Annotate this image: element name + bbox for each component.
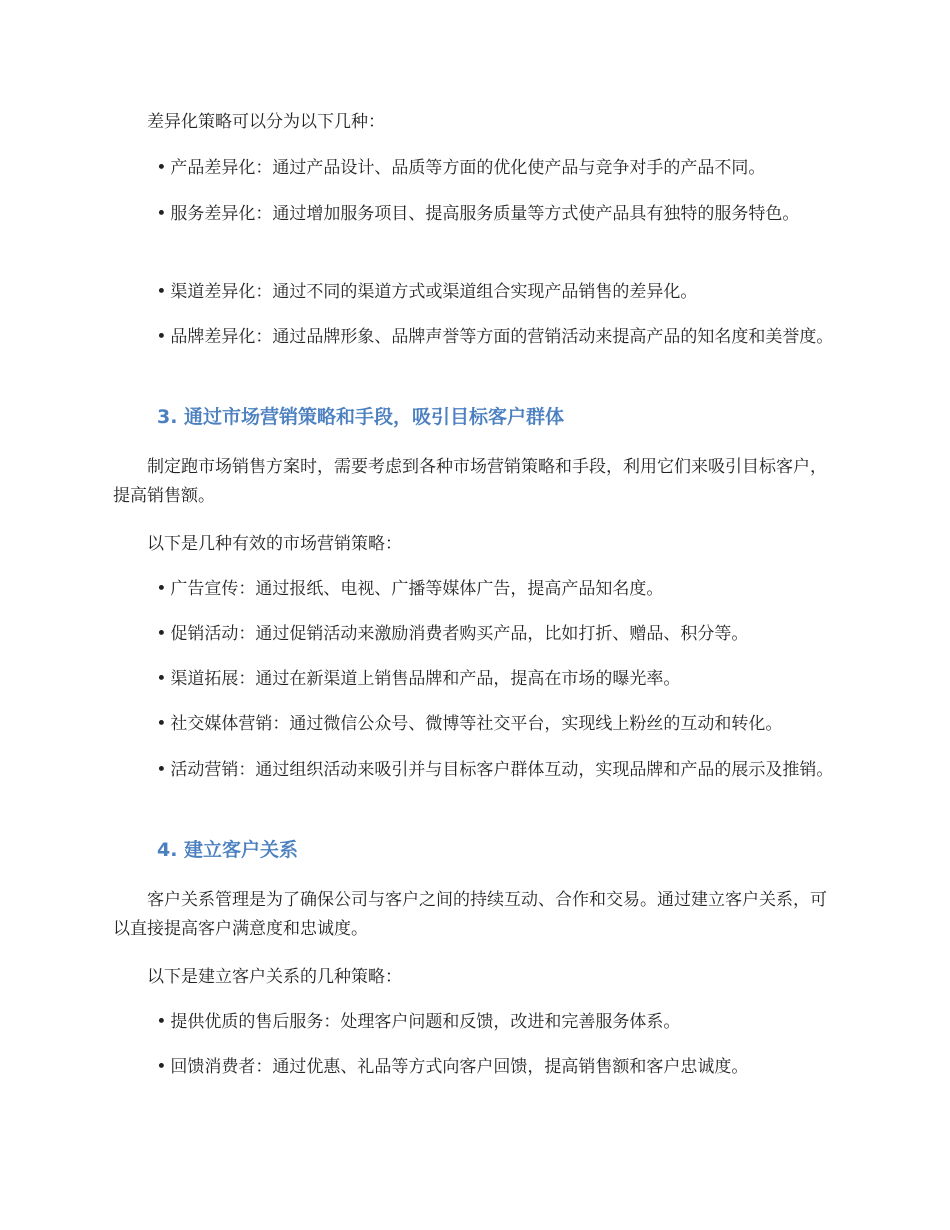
bullet-item bbox=[113, 710, 843, 739]
paragraph: 以下是建立客户关系的几种策略： bbox=[147, 967, 402, 987]
bullet-item bbox=[113, 200, 843, 229]
bullet-item bbox=[113, 278, 843, 307]
bullet-text: 产品差异化：通过产品设计、品质等方面的优化使产品与竞争对手的产品不同。 bbox=[170, 158, 766, 178]
bullet-text: 社交媒体营销：通过微信公众号、微博等社交平台，实现线上粉丝的互动和转化。 bbox=[170, 714, 783, 734]
bullet-dot: • bbox=[156, 669, 167, 689]
bullet-dot: • bbox=[156, 579, 167, 599]
bullet-item bbox=[113, 323, 843, 352]
paragraph: 以下是几种有效的市场营销策略： bbox=[147, 534, 402, 554]
bullet-dot: • bbox=[156, 1057, 167, 1077]
bullet-dot: • bbox=[156, 760, 167, 780]
paragraph: 差异化策略可以分为以下几种： bbox=[147, 112, 385, 132]
bullet-dot: • bbox=[156, 327, 167, 347]
bullet-text: 服务差异化：通过增加服务项目、提高服务质量等方式使产品具有独特的服务特色。 bbox=[170, 204, 800, 224]
bullet-dot: • bbox=[156, 204, 167, 224]
paragraph: 制定跑市场销售方案时，需要考虑到各种市场营销策略和手段，利用它们来吸引目标客户，提高销售额。 bbox=[113, 457, 827, 506]
section-heading-4: 4. 建立客户关系 bbox=[157, 839, 299, 861]
bullet-text: 促销活动：通过促销活动来激励消费者购买产品，比如打折、赠品、积分等。 bbox=[170, 624, 749, 644]
bullet-item bbox=[113, 665, 843, 694]
bullet-item bbox=[113, 575, 843, 604]
bullet-text: 渠道差异化：通过不同的渠道方式或渠道组合实现产品销售的差异化。 bbox=[170, 282, 698, 302]
bullet-text: 回馈消费者：通过优惠、礼品等方式向客户回馈，提高销售额和客户忠诚度。 bbox=[170, 1057, 749, 1077]
bullet-dot: • bbox=[156, 624, 167, 644]
section-heading-3: 3. 通过市场营销策略和手段，吸引目标客户群体 bbox=[157, 406, 565, 428]
bullet-text: 提供优质的售后服务：处理客户问题和反馈，改进和完善服务体系。 bbox=[170, 1012, 681, 1032]
paragraph: 客户关系管理是为了确保公司与客户之间的持续互动、合作和交易。通过建立客户关系，可以直接提高客户满意度和忠诚度。 bbox=[113, 890, 827, 939]
bullet-dot: • bbox=[156, 714, 167, 734]
bullet-dot: • bbox=[156, 158, 167, 178]
bullet-text: 广告宣传：通过报纸、电视、广播等媒体广告，提高产品知名度。 bbox=[170, 579, 664, 599]
bullet-item bbox=[113, 1008, 843, 1037]
bullet-dot: • bbox=[156, 282, 167, 302]
bullet-item bbox=[113, 756, 843, 785]
bullet-text: 品牌差异化：通过品牌形象、品牌声誉等方面的营销活动来提高产品的知名度和美誉度。 bbox=[170, 327, 834, 347]
bullet-item bbox=[113, 1053, 843, 1082]
bullet-dot: • bbox=[156, 1012, 167, 1032]
bullet-text: 渠道拓展：通过在新渠道上销售品牌和产品，提高在市场的曝光率。 bbox=[170, 669, 681, 689]
bullet-item bbox=[113, 620, 843, 649]
bullet-item bbox=[113, 154, 843, 183]
bullet-text: 活动营销：通过组织活动来吸引并与目标客户群体互动，实现品牌和产品的展示及推销。 bbox=[170, 760, 834, 780]
